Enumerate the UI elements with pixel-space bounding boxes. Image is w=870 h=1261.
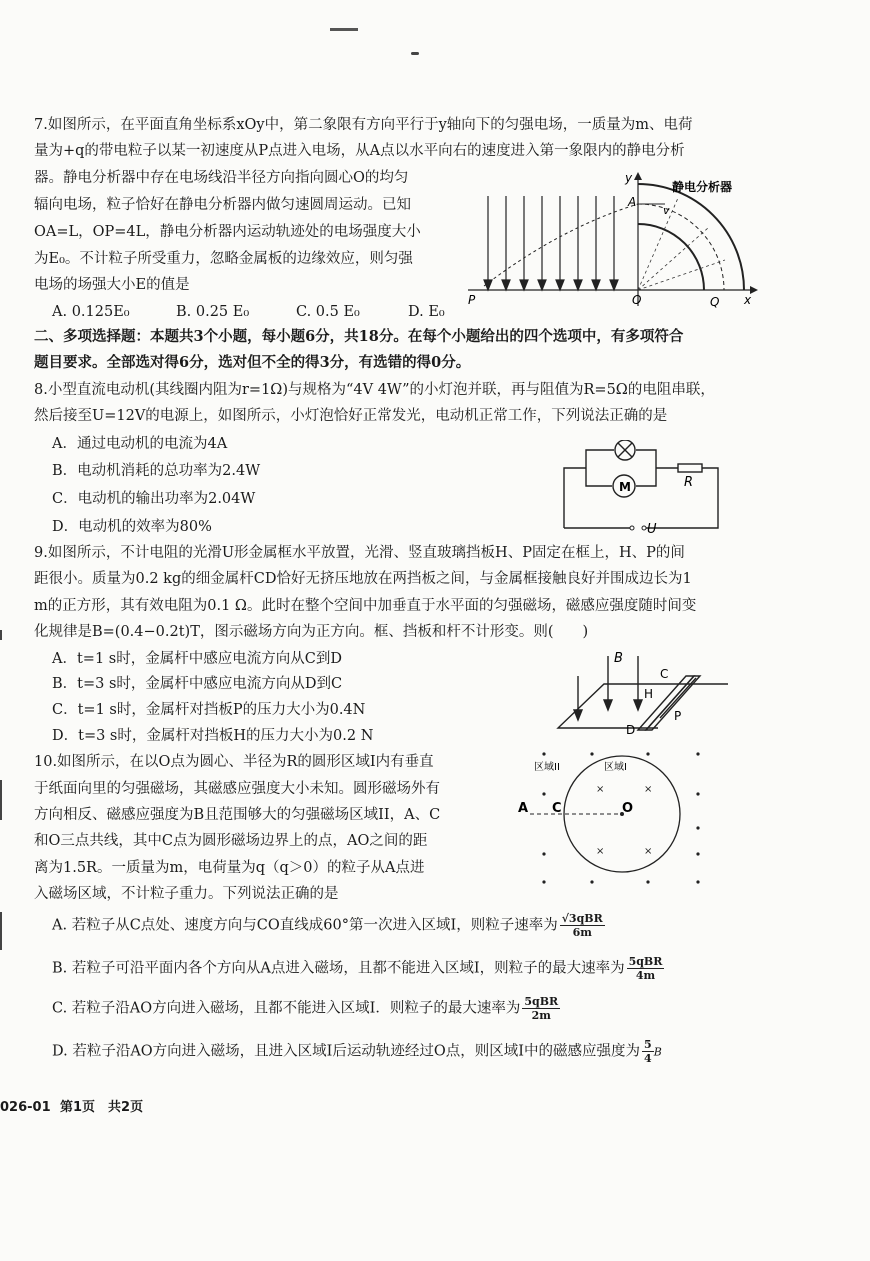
q7-figure-o-label: O <box>632 293 642 307</box>
q10-region1-label: 区域I <box>604 762 627 773</box>
q7-option-b: B. 0.25 E₀ <box>176 304 250 320</box>
svg-text:×: × <box>596 846 605 857</box>
q10-option-d-num: 5 <box>644 1038 652 1051</box>
q9-line-4: 化规律是B=(0.4−0.2t)T，图示磁场方向为正方向。框、挡板和杆不计形变。则( ) <box>34 624 589 640</box>
q9-line-1: 9.如图所示，不计电阻的光滑U形金属框水平放置，光滑、竖直玻璃挡板H、P固定在框上，H、P的间 <box>34 545 685 561</box>
q10-option-b-fraction <box>627 955 665 982</box>
footer-code: 026-01 <box>0 1100 51 1115</box>
q10-figure <box>508 748 722 888</box>
q10-line-1: 10.如图所示，在以O点为圆心、半径为R的圆形区域I内有垂直 <box>34 754 434 770</box>
q10-option-d-tail: B <box>653 1045 662 1059</box>
q10-option-b <box>52 955 664 983</box>
q9-h-label: H <box>644 687 654 701</box>
q8-resistor-label: R <box>684 475 694 490</box>
q7-line-1: 7.如图所示，在平面直角坐标系xOy中，第二象限有方向平行于y轴向下的匀强电场，一质量为m、电荷 <box>34 117 693 133</box>
q10-option-d-text: D. 若粒子沿AO方向进入磁场，且进入区域I后运动轨迹经过O点，则区域I中的磁感应强度为 <box>52 1043 641 1060</box>
scan-mark-top <box>330 28 358 31</box>
q7-figure-analyzer-label: 静电分析器 <box>672 180 733 194</box>
section2-line-2: 题目要求。全部选对得6分，选对但不全的得3分，有选错的得0分。 <box>34 354 471 371</box>
margin-mark <box>0 912 2 950</box>
q10-region2-label: 区域II <box>534 762 560 773</box>
q9-option-a: A．t=1 s时，金属杆中感应电流方向从C到D <box>52 651 342 667</box>
q7-figure-y-label: y <box>625 171 633 185</box>
q8-circuit-figure <box>558 440 728 540</box>
margin-mark <box>0 630 2 640</box>
section2-line-1: 二、多项选择题：本题共3个小题，每小题6分，共18分。在每个小题给出的四个选项中，有多项符合 <box>34 328 684 345</box>
q8-motor-label: M <box>619 480 631 494</box>
q10-line-5: 离为1.5R。一质量为m，电荷量为q（q＞0）的粒子从A点进 <box>34 860 425 876</box>
q10-option-b-text: B. 若粒子可沿平面内各个方向从A点进入磁场，且都不能进入区域I，则粒子的最大速率为 <box>52 960 625 977</box>
q7-figure-q-label: Q <box>710 295 720 309</box>
q10-option-d-den: 4 <box>644 1052 652 1065</box>
q10-option-a-den: 6m <box>572 926 592 939</box>
svg-text:×: × <box>644 846 653 857</box>
q7-line-5: OA=L，OP=4L，静电分析器内运动轨迹处的电场强度大小 <box>34 224 421 240</box>
q8-option-c: C．电动机的输出功率为2.04W <box>52 491 256 507</box>
q7-figure-v-label: v <box>663 204 670 217</box>
q10-option-c <box>52 995 560 1023</box>
q10-option-c-den: 2m <box>531 1009 551 1022</box>
q10-line-6: 入磁场区域，不计粒子重力。下列说法正确的是 <box>34 886 339 902</box>
q7-figure-a-label: A <box>628 195 637 209</box>
q10-option-c-fraction <box>522 995 560 1022</box>
q9-option-b: B．t=3 s时，金属杆中感应电流方向从D到C <box>52 676 343 692</box>
q10-option-b-num: 5qBR <box>628 955 663 968</box>
q10-option-a-num: √3qBR <box>561 912 603 925</box>
q7-line-4: 辐向电场，粒子恰好在静电分析器内做匀速圆周运动。已知 <box>34 197 411 213</box>
q9-d-label: D <box>626 723 636 737</box>
q10-option-d <box>52 1038 662 1066</box>
q7-figure-p-label: P <box>468 293 476 307</box>
q8-source-label: U <box>647 522 657 537</box>
q10-option-c-text: C. 若粒子沿AO方向进入磁场，且都不能进入区域I．则粒子的最大速率为 <box>52 1000 521 1017</box>
q7-option-a: A. 0.125E₀ <box>52 304 130 320</box>
margin-mark <box>0 780 2 820</box>
q10-o-label: O <box>622 801 634 816</box>
q10-line-4: 和O三点共线，其中C点为圆形磁场边界上的点，AO之间的距 <box>34 833 428 849</box>
q7-line-2: 量为+q的带电粒子以某一初速度从P点进入电场，从A点以水平向右的速度进入第一象限内的静电分析 <box>34 143 685 159</box>
footer-page-number: 第1页 共2页 <box>60 1100 144 1115</box>
q7-option-c: C. 0.5 E₀ <box>296 304 360 320</box>
q8-option-d: D．电动机的效率为80% <box>52 519 212 535</box>
q9-line-3: m的正方形，其有效电阻为0.1 Ω。此时在整个空间中加垂直于水平面的匀强磁场，磁感应强度随时间变 <box>34 598 697 614</box>
svg-text:×: × <box>596 784 605 795</box>
q7-figure <box>460 168 760 310</box>
q9-p-label: P <box>674 709 682 723</box>
q10-option-d-fraction <box>642 1038 654 1065</box>
q7-line-3: 器。静电分析器中存在电场线沿半径方向指向圆心O的均匀 <box>34 170 409 186</box>
q8-line-2: 然后接至U=12V的电源上，如图所示，小灯泡恰好正常发光，电动机正常工作，下列说法正确的是 <box>34 408 668 424</box>
q10-option-a-text: A. 若粒子从C点处、速度方向与CO直线成60°第一次进入区域I，则粒子速率为 <box>52 917 558 934</box>
q10-line-2: 于纸面向里的匀强磁场，其磁感应强度大小未知。圆形磁场外有 <box>34 781 440 797</box>
scan-mark-dot <box>411 52 419 55</box>
q7-figure-x-label: x <box>744 293 752 307</box>
q9-figure <box>548 648 748 742</box>
q8-line-1: 8.小型直流电动机(其线圈内阻为r=1Ω)与规格为“4V 4W”的小灯泡并联，再与阻值为R=5Ω的电阻串联， <box>34 382 715 398</box>
q10-a-label: A <box>518 801 529 816</box>
q9-line-2: 距很小。质量为0.2 kg的细金属杆CD恰好无挤压地放在两挡板之间，与金属框接触良好并围成边长为1 <box>34 571 692 587</box>
q7-option-d: D. E₀ <box>408 304 445 320</box>
q10-line-3: 方向相反、磁感应强度为B且范围够大的匀强磁场区域II，A、C <box>34 807 441 823</box>
q8-option-a: A．通过电动机的电流为4A <box>52 436 228 452</box>
q9-b-label: B <box>614 651 623 666</box>
q10-option-a <box>52 912 605 940</box>
q9-c-label: C <box>660 667 669 681</box>
q10-option-c-num: 5qBR <box>524 995 559 1008</box>
q10-option-a-fraction <box>560 912 605 939</box>
q7-line-7: 电场的场强大小E的值是 <box>34 277 190 293</box>
svg-text:×: × <box>644 784 653 795</box>
q8-option-b: B．电动机消耗的总功率为2.4W <box>52 463 261 479</box>
q10-option-b-den: 4m <box>635 969 656 982</box>
q9-option-d: D．t=3 s时，金属杆对挡板H的压力大小为0.2 N <box>52 728 374 744</box>
q10-c-label: C <box>552 801 562 816</box>
q7-line-6: 为E₀。不计粒子所受重力，忽略金属板的边缘效应，则匀强 <box>34 251 413 267</box>
q9-option-c: C．t=1 s时，金属杆对挡板P的压力大小为0.4N <box>52 702 366 718</box>
